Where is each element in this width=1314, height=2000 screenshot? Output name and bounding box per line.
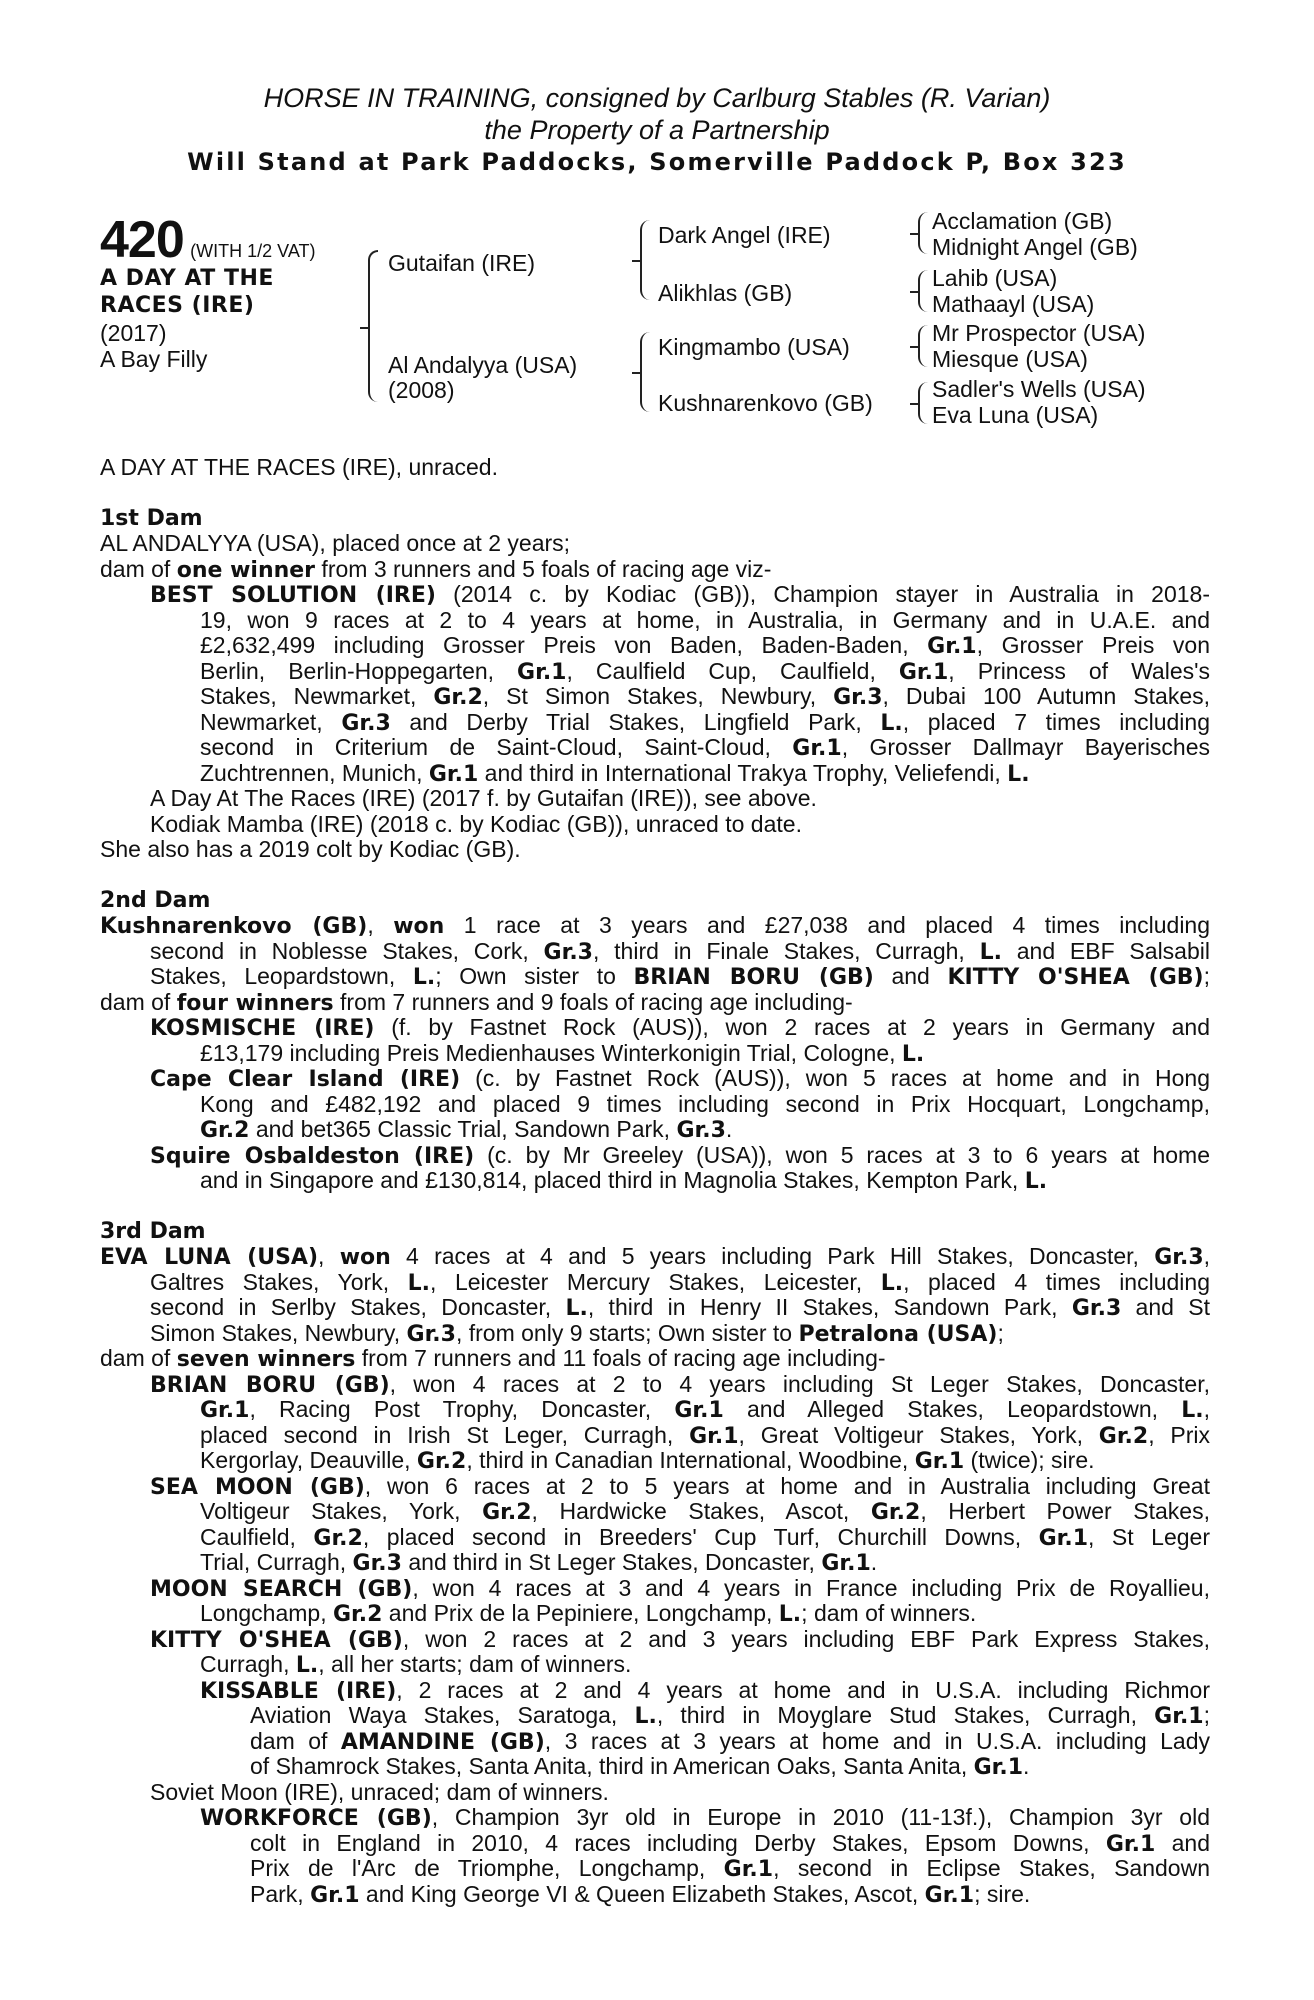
progeny-kitty-oshea: KITTY O'SHEA (GB), won 2 races at 2 and 3 years including EBF Park Express Stakes, [150, 1626, 1210, 1652]
progeny-cape-clear-island: Cape Clear Island (IRE) (c. by Fastnet Rock (AUS)), won 5 races at home and in Hong [150, 1066, 1210, 1092]
pedigree-dam-year: (2008) [388, 377, 455, 403]
pedigree-g5: Mr Prospector (USA) [932, 320, 1146, 346]
progeny-kissable: KISSABLE (IRE), 2 races at 2 and 4 years at home and in U.S.A. including Richmor [200, 1677, 1210, 1703]
vat-note: (WITH 1/2 VAT) [190, 241, 316, 261]
pedigree-g4: Mathaayl (USA) [932, 291, 1095, 317]
pedigree-sire-dam: Alikhlas (GB) [658, 280, 793, 306]
pedigree-notes: A DAY AT THE RACES (IRE), unraced. 1st Dam AL ANDALYYA (USA), placed once at 2 years; dam of one winner from 3 runners and 5 foals of racing age viz- BEST SOLUTION (IRE) (2014 c. by Kodiac (GB)), Champion stayer in Australia in 2018- 19, won 9 races at 2 to 4 years at home, in Australia, in Germany and in U.A.E. and £2,632,499 including Grosser Preis von Baden, Baden-Baden, Gr.1, Grosser Preis von Berlin, Berlin-Hoppegarten, Gr.1, Caulfield Cup, Caulfield, Gr.1, Princess of Wales's Stakes, Newmarket, Gr.2, St Simon Stakes, Newbury, Gr.3, Dubai 100 Autumn Stakes, Newmarket, Gr.3 and Derby Trial Stakes, Lingfield Park, L., placed 7 times including second in Criterium de Saint-Cloud, Saint-Cloud, Gr.1, Grosser Dallmayr Bayerisches Zuchtrennen, Munich, Gr.1 and third in International Trakya Trophy, Veliefendi, L. A Day At The Races (IRE) (2017 f. by Gutaifan (IRE)), see above. Kodiak Mamba (IRE) (2018 c. by Kodiac (GB)), unraced to date. She also has a 2019 colt by Kodiac (GB). 2nd Dam Kushnarenkovo (GB), won 1 race at 3 years and £27,038 and placed 4 times including second in Noblesse Stakes, Cork, Gr.3, third in Finale Stakes, Curragh, L. and EBF Salsabil Stakes, Leopardstown, L.; Own sister to BRIAN BORU (GB) and KITTY O'SHEA (GB); dam of four winners from 7 runners and 9 foals of racing age including- KOSMISCHE (IRE) (f. by Fastnet Rock (AUS)), won 2 races at 2 years in Germany and £13,179 including Preis Medienhauses Winterkonigin Trial, Cologne, L. Cape Clear Island (IRE) (c. by Fastnet Rock (AUS)), won 5 races at home and in Hong Kong and £482,192 and placed 9 times including second in Prix Hocquart, Longchamp, Gr.2 and bet365 Classic Trial, Sandown Park, Gr.3. Squire Osbaldeston (IRE) (c. by Mr Greeley (USA)), won 5 races at 3 to 6 years at home and in Singapore and £130,814, placed third in Magnolia Stakes, Kempton Park, L. 3rd Dam EVA LUNA (USA), won 4 races at 4 and 5 years including Park Hill Stakes, Doncaster, Gr.3, Galtres Stakes, York, L., Leicester Mercury Stakes, Leicester, L., placed 4 times including second in Serlby Stakes, Doncaster, L., third in Henry II Stakes, Sandown Park, Gr.3 and St Simon Stakes, Newbury, Gr.3, from only 9 starts; Own sister to Petralona (USA); dam of seven winners from 7 runners and 11 foals of racing age including- BRIAN BORU (GB), won 4 races at 2 to 4 years including St Leger Stakes, Doncaster, Gr.1, Racing Post Trophy, Doncaster, Gr.1 and Alleged Stakes, Leopardstown, L., placed second in Irish St Leger, Curragh, Gr.1, Great Voltigeur Stakes, York, Gr.2, Prix Kergorlay, Deauville, Gr.2, third in Canadian International, Woodbine, Gr.1 (twice); sire. SEA MOON (GB), won 6 races at 2 to 5 years at home and in Australia including Great Voltigeur Stakes, York, Gr.2, Hardwicke Stakes, Ascot, Gr.2, Herbert Power Stakes, Caulfield, Gr.2, placed second in Breeders' Cup Turf, Churchill Downs, Gr.1, St Leger Trial, Curragh, Gr.3 and third in St Leger Stakes, Doncaster, Gr.1. MOON SEARCH (GB), won 4 races at 3 and 4 years in France including Prix de Royallieu, Longchamp, Gr.2 and Prix de la Pepiniere, Longchamp, L.; dam of winners. KITTY O'SHEA (GB), won 2 races at 2 and 3 years including EBF Park Express Stakes, Curragh, L., all her starts; dam of winners. KISSABLE (IRE), 2 races at 2 and 4 years at home and in U.S.A. including Richmor Aviation Waya Stakes, Saratoga, L., third in Moyglare Stud Stakes, Curragh, Gr.1; dam of AMANDINE (GB), 3 races at 3 years at home and in U.S.A. including Lady of Shamrock Stakes, Santa Anita, third in American Oaks, Santa Anita, Gr.1. Soviet Moon (IRE), unraced; dam of winners. WORKFORCE (GB), Champion 3yr old in Europe in 2010 (11-13f.), Champion 3yr old colt in England in 2010, 4 races including Derby Stakes, Epsom Downs, Gr.1 and Prix de l'Arc de Triomphe, Longchamp, Gr.1, second in Eclipse Stakes, Sandown Park, Gr.1 and King George VI & Queen Elizabeth Stakes, Ascot, Gr.1; sire. [100, 454, 1210, 1908]
progeny-2019-colt: She also has a 2019 colt by Kodiac (GB). [100, 836, 521, 862]
progeny-squire-osbaldeston: Squire Osbaldeston (IRE) (c. by Mr Greeley (USA)), won 5 races at 3 to 6 years at home [150, 1142, 1210, 1168]
progeny-a-day-at-the-races: A Day At The Races (IRE) (2017 f. by Gutaifan (IRE)), see above. [150, 785, 817, 811]
pedigree-brace-g56 [918, 325, 928, 367]
first-dam-line1: AL ANDALYYA (USA), placed once at 2 years; [100, 530, 571, 556]
pedigree-g8: Eva Luna (USA) [932, 402, 1099, 428]
pedigree-brace-main [368, 250, 378, 402]
pedigree-g3: Lahib (USA) [932, 265, 1058, 291]
progeny-kodiak-mamba: Kodiak Mamba (IRE) (2018 c. by Kodiac (GB)), unraced to date. [150, 810, 802, 837]
first-dam-heading: 1st Dam [100, 505, 203, 531]
progeny-soviet-moon: Soviet Moon (IRE), unraced; dam of winners. [150, 1778, 609, 1805]
foaling-year: (2017) [100, 320, 167, 346]
pedigree-g6: Miesque (USA) [932, 346, 1088, 372]
pedigree-dam-sire: Kingmambo (USA) [658, 334, 850, 360]
second-dam-heading: 2nd Dam [100, 887, 211, 913]
third-dam-line1: EVA LUNA (USA), won 4 races at 4 and 5 years including Park Hill Stakes, Doncaster, Gr.3, [100, 1244, 1210, 1270]
pedigree-sire-sire: Dark Angel (IRE) [658, 222, 831, 248]
property-line: the Property of a Partnership [484, 115, 830, 145]
stand-line: Will Stand at Park Paddocks, Somerville Paddock P, Box 323 [187, 148, 1127, 176]
pedigree-brace-g34 [918, 270, 928, 312]
progeny-best-solution: BEST SOLUTION (IRE) (2014 c. by Kodiac (GB)), Champion stayer in Australia in 2018- [150, 582, 1210, 608]
horse-description: A Bay Filly [100, 346, 208, 372]
pedigree-brace-dam [640, 332, 650, 412]
progeny-brian-boru: BRIAN BORU (GB), won 4 races at 2 to 4 years including St Leger Stakes, Doncaster, [150, 1371, 1210, 1397]
pedigree-dam-dam: Kushnarenkovo (GB) [658, 390, 873, 416]
consignor-line: HORSE IN TRAINING, consigned by Carlburg Stables (R. Varian) [263, 83, 1051, 113]
horse-name-line2: RACES (IRE) [100, 293, 255, 318]
pedigree-dam: Al Andalyya (USA) [388, 352, 578, 378]
second-dam-line1: Kushnarenkovo (GB), won 1 race at 3 years and £27,038 and placed 4 times including [100, 913, 1210, 939]
first-dam-line2: dam of one winner from 3 runners and 5 foals of racing age viz- [100, 555, 772, 583]
pedigree-brace-g12 [918, 212, 928, 254]
lot-number-block [100, 212, 316, 268]
unraced-line: A DAY AT THE RACES (IRE), unraced. [100, 454, 498, 480]
third-dam-heading: 3rd Dam [100, 1218, 206, 1244]
progeny-moon-search: MOON SEARCH (GB), won 4 races at 3 and 4 years in France including Prix de Royallieu, [150, 1575, 1210, 1601]
pedigree-sire: Gutaifan (IRE) [388, 250, 535, 276]
lot-number: 420 [100, 211, 184, 269]
pedigree-g1: Acclamation (GB) [932, 208, 1113, 234]
progeny-workforce: WORKFORCE (GB), Champion 3yr old in Europe in 2010 (11-13f.), Champion 3yr old [200, 1805, 1210, 1831]
progeny-kosmische: KOSMISCHE (IRE) (f. by Fastnet Rock (AUS)), won 2 races at 2 years in Germany and [150, 1015, 1210, 1041]
progeny-sea-moon: SEA MOON (GB), won 6 races at 2 to 5 years at home and in Australia including Great [150, 1473, 1210, 1499]
pedigree-g2: Midnight Angel (GB) [932, 234, 1138, 260]
pedigree-brace-g78 [918, 382, 928, 424]
horse-name-line1: A DAY AT THE [100, 266, 274, 291]
pedigree-brace-sire [640, 220, 650, 300]
pedigree-g7: Sadler's Wells (USA) [932, 376, 1146, 402]
